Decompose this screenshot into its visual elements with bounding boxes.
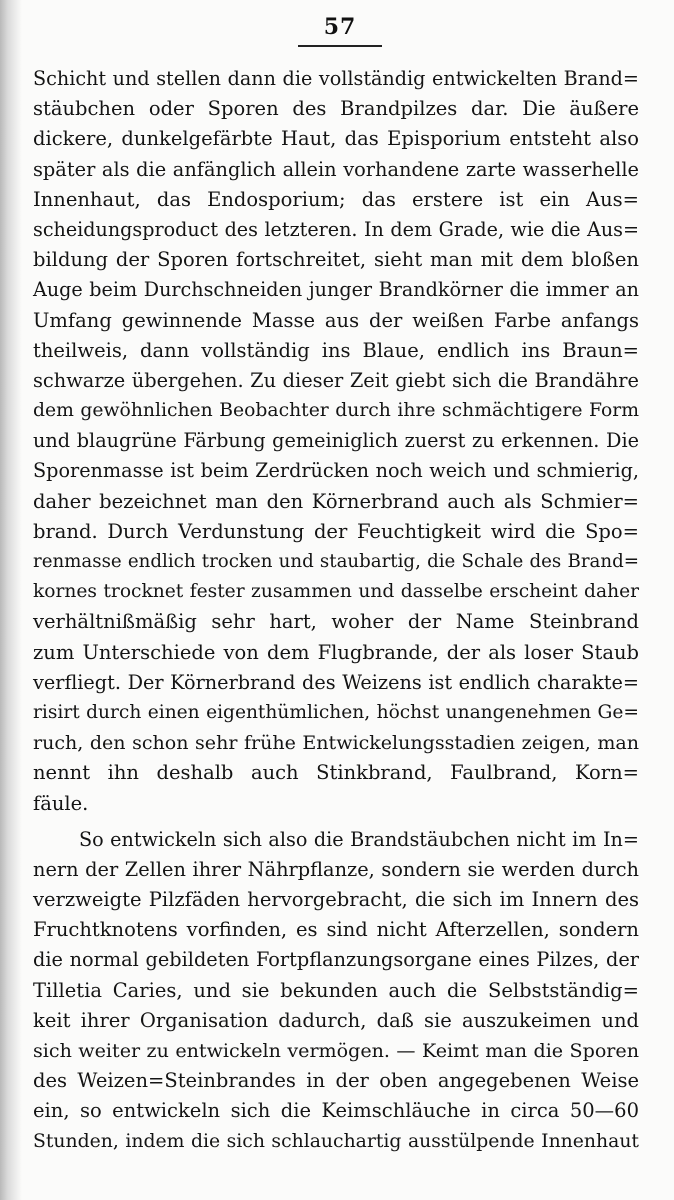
text-line: scheidungsproduct des letzteren. In dem Grade, wie die Aus= [33,217,639,241]
text-line: verfliegt. Der Körnerbrand des Weizens ist endlich charakte= [33,670,639,694]
text-line: des Weizen=Steinbrandes in der oben angegebenen Weise [33,1069,639,1093]
text-line: Auge beim Durchschneiden junger Brandkörner die immer an [33,278,639,302]
text-line: keit ihrer Organisation dadurch, daß sie auszukeimen und [33,1008,639,1032]
text-line: verzweigte Pilzfäden hervorgebracht, die sich im Innern des [33,888,639,912]
text-line: dickere, dunkelgefärbte Haut, das Episporium entsteht also [33,127,639,151]
text-line: brand. Durch Verdunstung der Feuchtigkeit wird die Spo= [33,519,639,543]
text-line: nern der Zellen ihrer Nährpflanze, sondern sie werden durch [33,857,639,881]
text-line: renmasse endlich trocken und staubartig, die Schale des Brand= [33,551,639,572]
text-line: ein, so entwickeln sich die Keimschläuche in circa 50—60 [33,1099,639,1123]
text-line: Umfang gewinnende Masse aus der weißen Farbe anfangs [33,308,639,332]
header-rule [298,45,382,47]
text-line: nennt ihn deshalb auch Stinkbrand, Faulbrand, Korn= [33,761,639,785]
text-line: sich weiter zu entwickeln vermögen. — Keimt man die Sporen [33,1040,639,1062]
text-line: dem gewöhnlichen Beobachter durch ihre schmächtigere Form [33,400,639,422]
text-line: Tilletia Caries, und sie bekunden auch die Selbstständig= [33,978,639,1002]
text-line: theilweis, dann vollständig ins Blaue, endlich ins Braun= [33,338,639,362]
page-number: 57 [323,14,357,40]
text-line: die normal gebildeten Fortpflanzungsorgane eines Pilzes, der [33,948,639,972]
text-line: Stunden, indem die sich schlauchartig ausstülpende Innenhaut [33,1130,639,1152]
paragraph-first-line: So entwickeln sich also die Brandstäubchen nicht im In= [79,827,639,851]
text-line: schwarze übergehen. Zu dieser Zeit giebt sich die Brandähre [33,368,639,392]
text-line: Sporenmasse ist beim Zerdrücken noch weich und schmierig, [33,459,639,483]
text-line: Schicht und stellen dann die vollständig entwickelten Brand= [33,67,639,90]
text-line: bildung der Sporen fortschreitet, sieht man mit dem bloßen [33,248,639,272]
text-line: fäule. [33,791,89,815]
binding-shadow [0,0,22,1200]
text-line: und blaugrüne Färbung gemeiniglich zuerst zu erkennen. Die [33,429,639,453]
text-line: verhältnißmäßig sehr hart, woher der Name Steinbrand [33,610,639,634]
text-line: Innenhaut, das Endosporium; das erstere ist ein Aus= [33,187,639,211]
body-text [33,64,639,1157]
text-line: kornes trocknet fester zusammen und dasselbe erscheint daher [33,581,639,603]
text-line: Fruchtknotens vorfinden, es sind nicht Afterzellen, sondern [33,918,639,942]
text-line: stäubchen oder Sporen des Brandpilzes dar. Die äußere [33,97,639,121]
text-line: risirt durch einen eigenthümlichen, höchst unangenehmen Ge= [33,701,639,723]
text-line: ruch, den schon sehr frühe Entwickelungsstadien zeigen, man [33,732,639,755]
text-line: daher bezeichnet man den Körnerbrand auch als Schmier= [33,489,639,513]
text-line: später als die anfänglich allein vorhandene zarte wasserhelle [33,157,639,181]
text-line: zum Unterschiede von dem Flugbrande, der als loser Staub [33,640,639,664]
